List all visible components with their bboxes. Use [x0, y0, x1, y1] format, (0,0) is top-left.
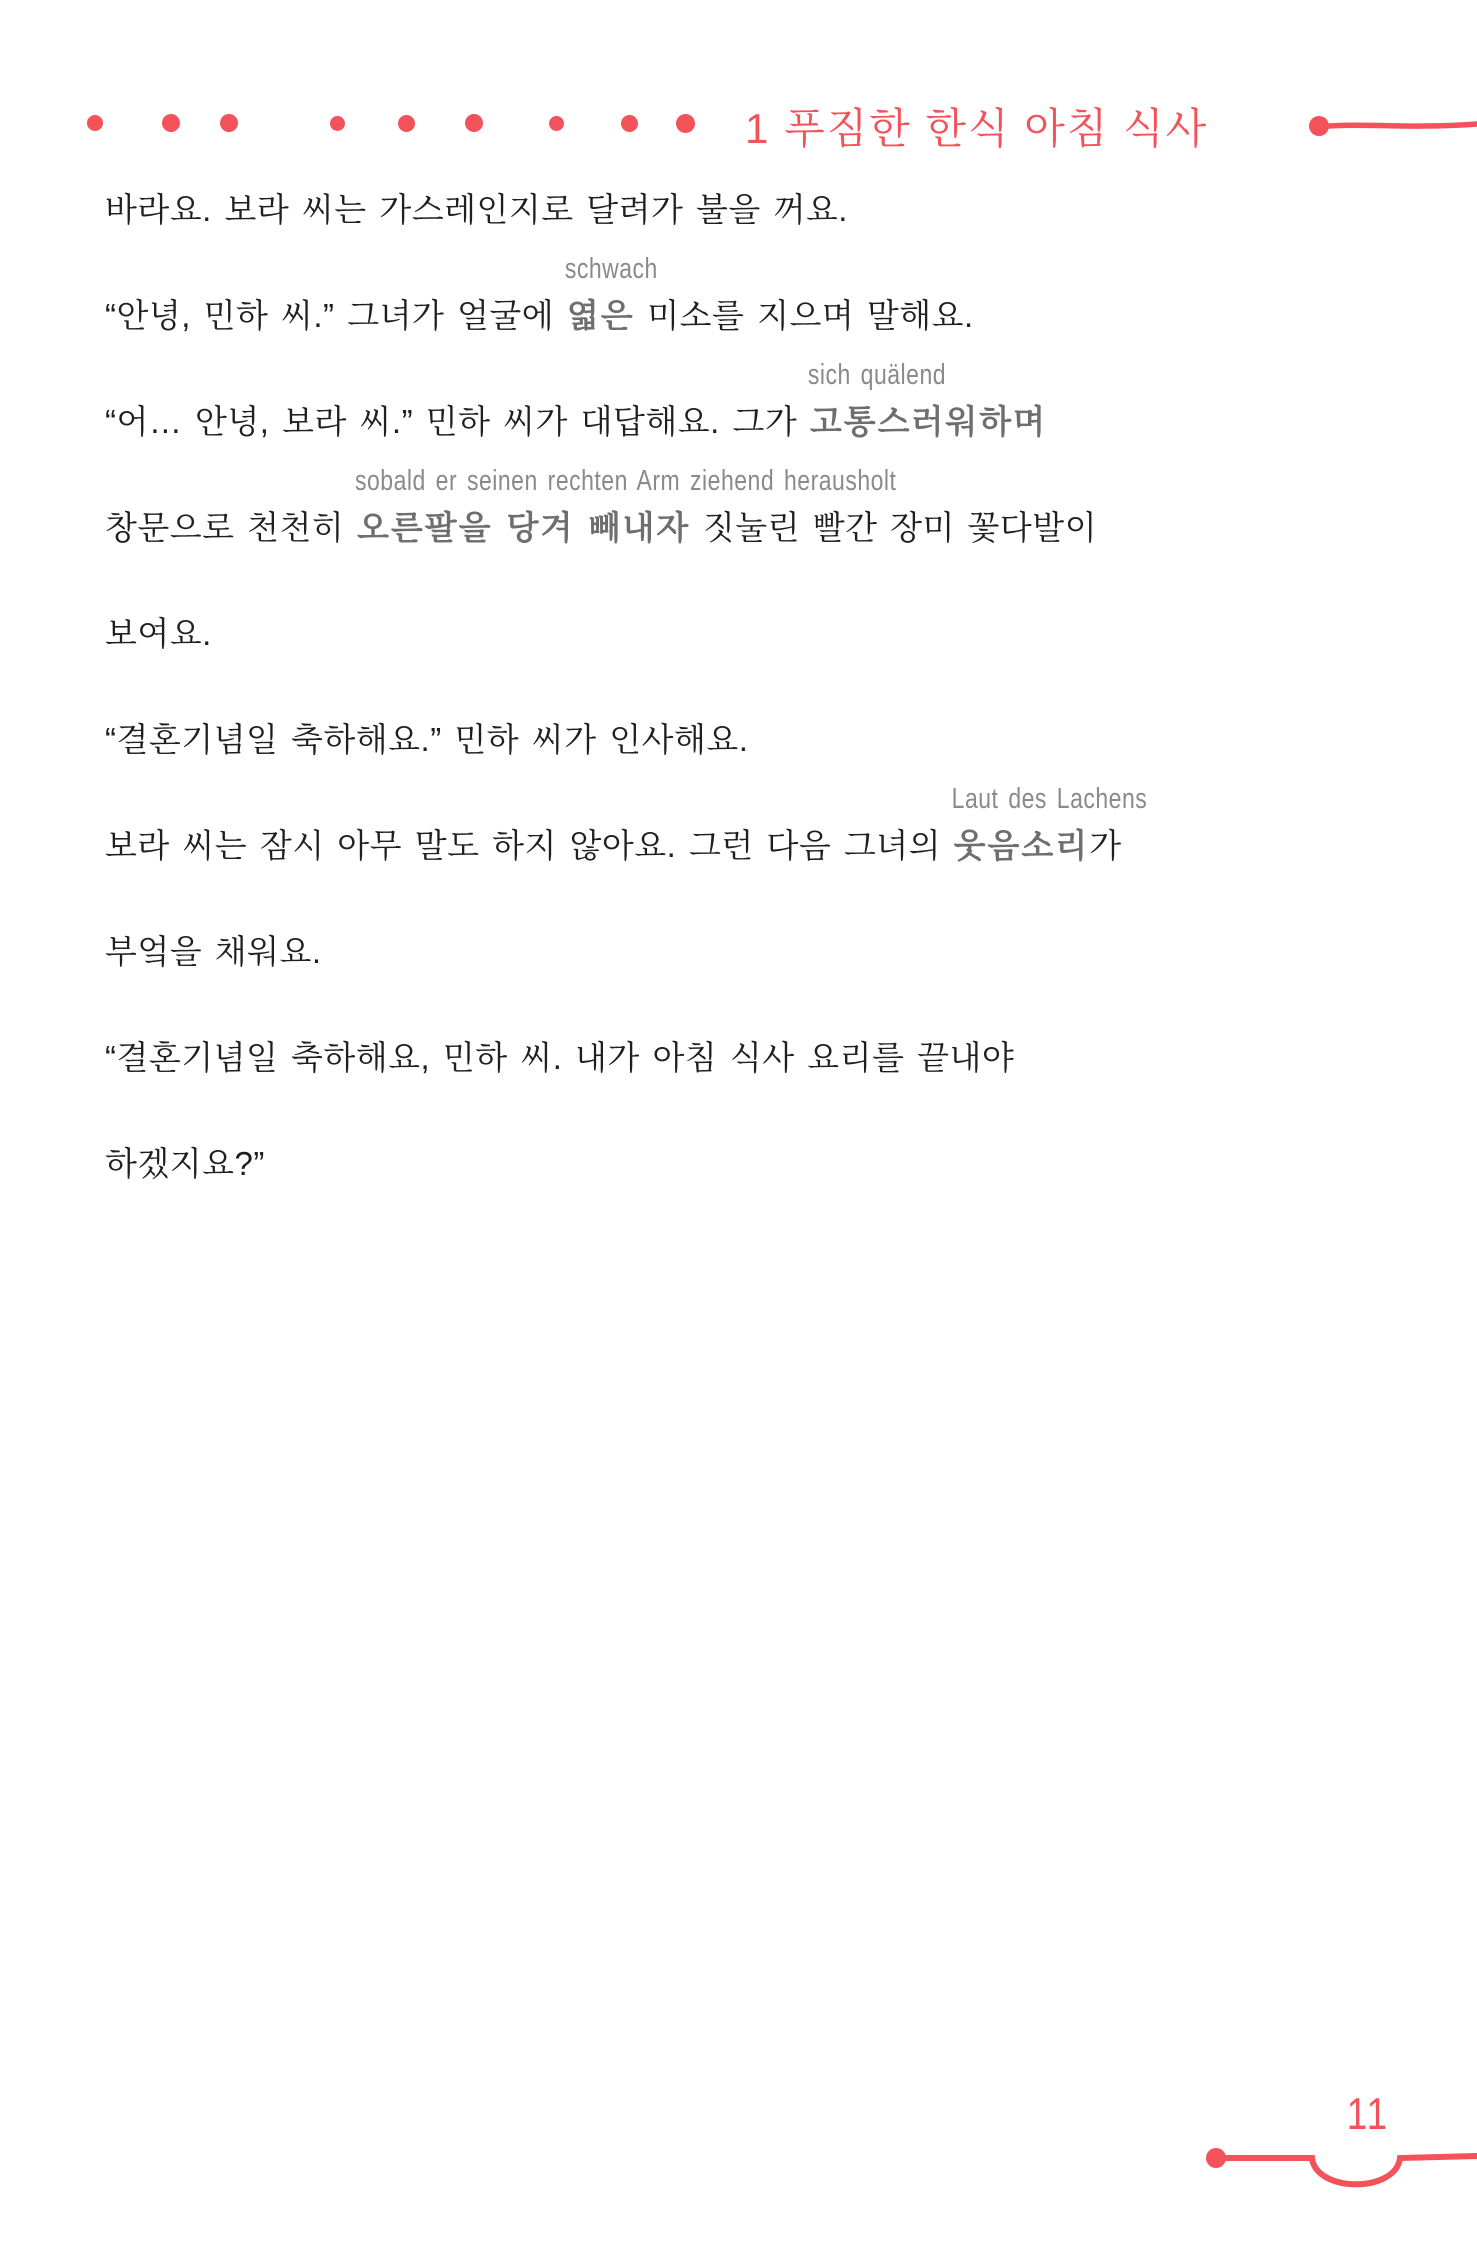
body-text: “결혼기념일 축하해요.” 민하 씨가 인사해요. — [105, 721, 749, 758]
decorative-dot-icon — [398, 115, 415, 132]
translation-annotation: sobald er seinen rechten Arm ziehend herausholt — [354, 463, 897, 497]
vocab-word: 고통스러워하며 sich quälend — [810, 403, 1047, 440]
decorative-dot-icon — [549, 116, 564, 131]
body-text: 가 — [1089, 827, 1122, 864]
paragraph — [105, 610, 1405, 716]
header-rule-icon — [1303, 108, 1477, 148]
paragraph — [105, 463, 1405, 610]
body-text: 부엌을 채워요. — [105, 933, 322, 970]
decorative-dot-icon — [162, 114, 180, 132]
page-number: 11 — [1346, 2089, 1390, 2139]
vocab-word: 오른팔을 당겨 빼내자 sobald er seinen rechten Arm ziehend herausholt — [357, 509, 690, 546]
body-text: 미소를 지으며 말해요. — [634, 297, 974, 334]
decorative-dot-icon — [676, 114, 695, 133]
body-text: 하겠지요?” — [105, 1145, 265, 1182]
body-text: 창문으로 천천히 — [105, 509, 357, 546]
decorative-dot-icon — [621, 115, 638, 132]
body-text: “어… 안녕, 보라 씨.” 민하 씨가 대답해요. 그가 — [105, 403, 810, 440]
paragraph — [105, 1140, 1405, 1246]
body-text: 보라 씨는 잠시 아무 말도 하지 않아요. 그런 다음 그녀의 — [105, 827, 954, 864]
decorative-dot-icon — [330, 116, 345, 131]
translation-annotation: Laut des Lachens — [951, 781, 1148, 815]
paragraph — [105, 251, 1405, 398]
body-text: “안녕, 민하 씨.” 그녀가 얼굴에 — [105, 297, 567, 334]
body-text: “결혼기념일 축하해요, 민하 씨. 내가 아침 식사 요리를 끝내야 — [105, 1039, 1015, 1076]
decorative-dot-icon — [465, 114, 483, 132]
chapter-title: 1 푸짐한 한식 아침 식사 — [745, 105, 1209, 152]
paragraph — [105, 928, 1405, 1034]
paragraph — [105, 186, 1405, 292]
decorative-dot-icon — [220, 114, 238, 132]
body-text: 짓눌린 빨간 장미 꽃다발이 — [690, 509, 1098, 546]
body-text: 바라요. 보라 씨는 가스레인지로 달려가 불을 꺼요. — [105, 191, 848, 228]
text-content — [105, 186, 1405, 1246]
decorative-dot-icon — [87, 115, 103, 131]
translation-annotation: sich quälend — [807, 357, 947, 391]
paragraph — [105, 716, 1405, 822]
paragraph — [105, 781, 1405, 928]
vocab-word: 웃음소리 Laut des Lachens — [954, 827, 1090, 864]
paragraph — [105, 1034, 1405, 1140]
vocab-word: 엷은 schwach — [567, 297, 635, 334]
body-text: 보여요. — [105, 615, 212, 652]
translation-annotation: schwach — [564, 251, 658, 285]
